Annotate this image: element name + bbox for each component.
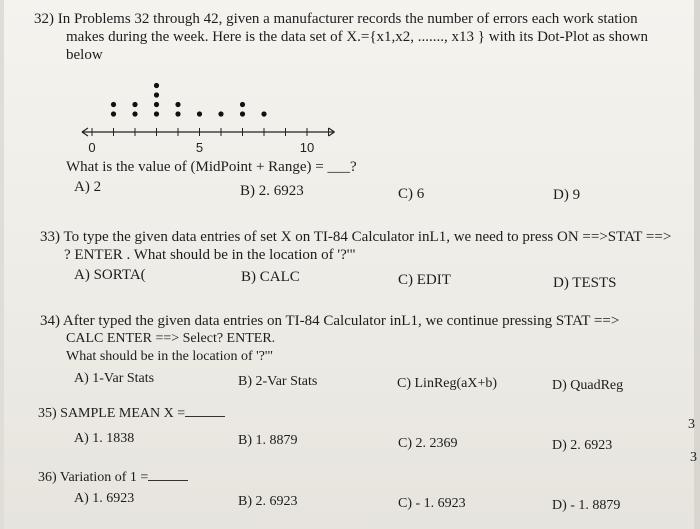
q34-choice-a: A) 1-Var Stats (74, 371, 155, 386)
q36-prompt-text: 36) Variation of 1 = (38, 470, 149, 485)
data-dot (175, 102, 180, 107)
q36-choice-b: B) 2. 6923 (238, 494, 298, 509)
data-dot (218, 111, 223, 116)
q32-choice-a: A) 2 (74, 179, 102, 195)
q35-answer-blank (185, 404, 225, 417)
q34-choice-c: C) LinReg(aX+b) (397, 376, 498, 391)
q34-choice-d: D) QuadReg (552, 378, 624, 393)
dot-plot (70, 66, 315, 156)
q36-prompt (38, 468, 188, 487)
q35-choice-d: D) 2. 6923 (552, 438, 613, 453)
x-tick-label: 0 (88, 140, 96, 155)
q32-line1-text: 32) In Problems 32 through 42, given a manufacturer records the number of errors each work station (34, 11, 638, 27)
q33-choice-c: C) EDIT (398, 272, 451, 288)
q33-line2: ? ENTER . What should be in the location of '?'" (64, 247, 356, 263)
x-tick-label: 10 (299, 140, 315, 155)
q34-choice-b: B) 2-Var Stats (238, 374, 318, 389)
q35-choice-c: C) 2. 2369 (398, 436, 458, 451)
q36-choice-c: C) - 1. 6923 (398, 496, 466, 511)
q33-choice-a: A) SORTA( (74, 267, 146, 283)
q32-question-text: What is the value of (MidPoint + Range) = ___? (66, 159, 357, 175)
data-dot (111, 102, 116, 107)
data-dot (154, 111, 159, 116)
q32-choice-c: C) 6 (398, 186, 425, 202)
q35-prompt-text: 35) SAMPLE MEAN X = (38, 406, 186, 421)
margin-mark-1: 3 (688, 417, 695, 432)
data-dot (154, 102, 159, 107)
q32-question (66, 158, 357, 176)
data-dot (132, 102, 137, 107)
data-dot (154, 83, 159, 88)
q33-line1: 33) To type the given data entries of set X on TI-84 Calculator inL1, we need to press ON ==>STAT ==> (40, 229, 672, 245)
q32-line3 (66, 46, 103, 64)
data-dot (175, 111, 180, 116)
q36-choice-d: D) - 1. 8879 (552, 498, 621, 513)
q33-choice-d: D) TESTS (553, 275, 617, 291)
q32-line3-text: below (66, 47, 103, 63)
q32-line1 (34, 10, 638, 28)
data-dot (261, 111, 266, 116)
q34-line1: 34) After typed the given data entries on TI-84 Calculator inL1, we continue pressing STAT ==> (40, 313, 620, 329)
q35-prompt (38, 404, 225, 423)
q36-answer-blank (148, 468, 188, 481)
q36-choice-a: A) 1. 6923 (74, 491, 135, 506)
q33-choice-b: B) CALC (241, 269, 300, 285)
data-dot (154, 92, 159, 97)
x-tick-label: 5 (195, 140, 204, 155)
data-dot (132, 111, 137, 116)
q32-choice-b: B) 2. 6923 (240, 183, 304, 199)
q35-choice-b: B) 1. 8879 (238, 433, 298, 448)
data-dot (240, 111, 245, 116)
q34-line3: What should be in the location of '?'" (66, 349, 274, 364)
margin-mark-2: 3 (690, 450, 697, 465)
q35-choice-a: A) 1. 1838 (74, 431, 135, 446)
data-dot (240, 102, 245, 107)
page-left-shadow (0, 0, 4, 529)
q32-line2 (66, 28, 648, 46)
q32-choice-d: D) 9 (553, 187, 581, 203)
q34-line2: CALC ENTER ==> Select? ENTER. (66, 331, 276, 346)
data-dot (197, 111, 202, 116)
data-dot (111, 111, 116, 116)
q32-line2-text: makes during the week. Here is the data set of X.={x1,x2, ......., x13 } with its Dot-Plot as shown (66, 29, 648, 45)
